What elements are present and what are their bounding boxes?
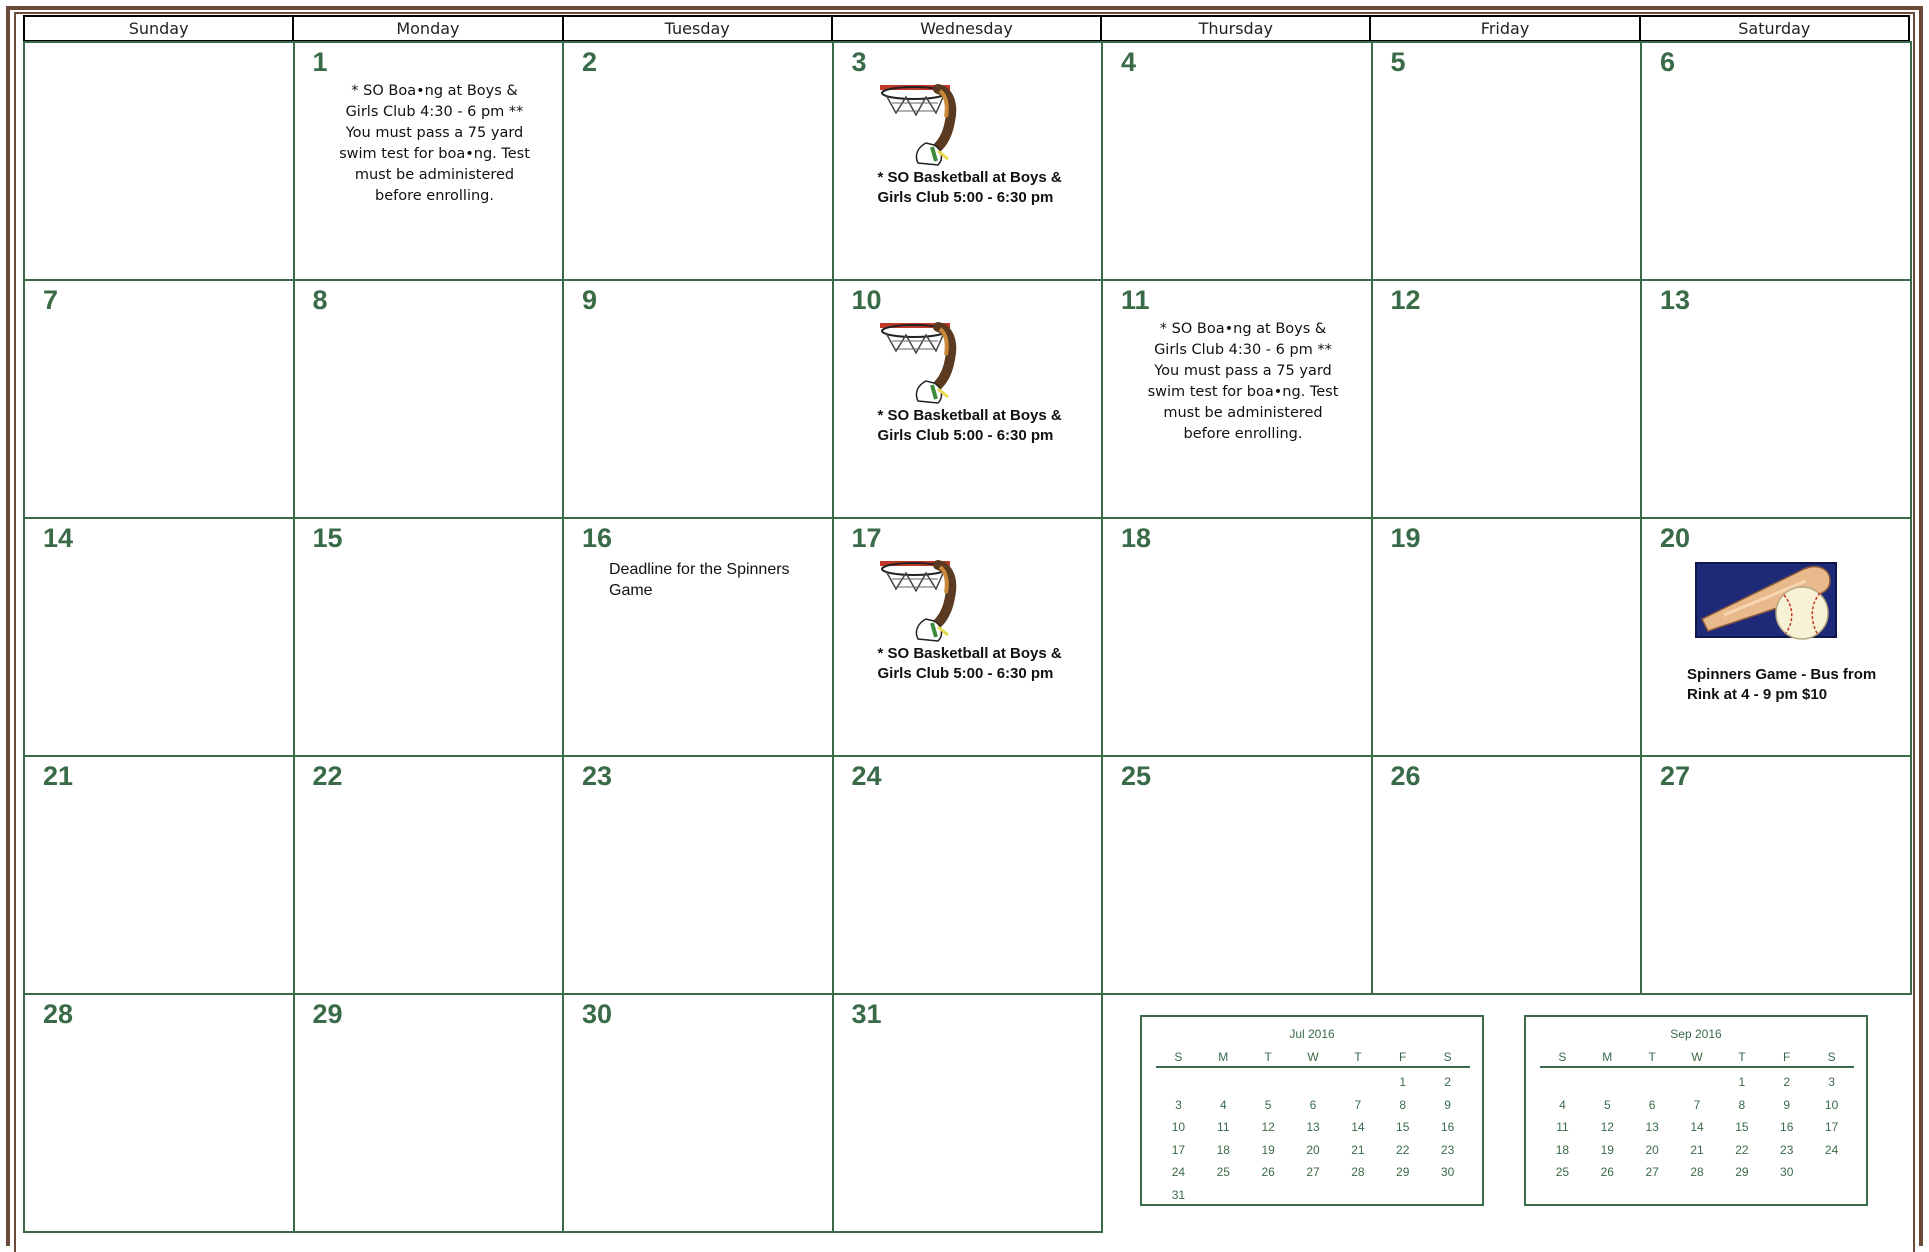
mini-calendar-day[interactable]: 1 [1738, 1075, 1746, 1090]
day-number: 8 [312, 285, 328, 315]
calendar-day-cell[interactable] [1101, 755, 1373, 995]
mini-calendar-weekdays [1540, 1050, 1854, 1068]
day-number: 2 [582, 47, 598, 77]
mini-calendar-title: Jul 2016 [1289, 1027, 1335, 1041]
calendar-day-cell[interactable] [562, 993, 834, 1233]
day-number: 24 [851, 761, 882, 791]
mini-calendar-day[interactable]: 19 [1261, 1142, 1275, 1157]
mini-calendar-day[interactable]: 21 [1690, 1142, 1704, 1157]
calendar-day-cell[interactable] [1371, 41, 1643, 281]
calendar-day-cell[interactable] [562, 279, 834, 519]
mini-calendar-day[interactable]: 7 [1693, 1097, 1701, 1112]
day-number: 1 [312, 47, 328, 77]
mini-calendar-weekday: S [1558, 1050, 1567, 1064]
day-number: 9 [582, 285, 598, 315]
mini-calendar-days [1156, 1071, 1470, 1206]
weekday-header: Saturday [1738, 19, 1811, 38]
mini-calendar-day[interactable]: 17 [1171, 1142, 1186, 1157]
mini-calendar-week [1156, 1161, 1470, 1184]
mini-calendar-day[interactable]: 24 [1824, 1142, 1839, 1157]
mini-calendar-day[interactable]: 9 [1444, 1097, 1451, 1112]
mini-calendar-day[interactable]: 11 [1556, 1120, 1569, 1135]
event-so-boating[interactable]: * SO Boa•ng at Boys & Girls Club 4:30 - 6 pm ** You must pass a 75 yard swim test for boa•ng. Test must be administered before enrolling. [1147, 321, 1339, 442]
mini-calendar-day[interactable]: 22 [1735, 1142, 1749, 1157]
mini-calendar-day[interactable]: 6 [1648, 1097, 1656, 1112]
weekday-header: Tuesday [564, 17, 833, 40]
mini-calendar-day[interactable]: 28 [1351, 1165, 1365, 1180]
day-number: 10 [851, 285, 882, 315]
calendar-day-cell-empty [23, 41, 295, 281]
mini-calendar-weekday: F [1783, 1050, 1791, 1064]
baseball-bat-icon [1694, 559, 1840, 641]
event-so-basketball[interactable]: * SO Basketball at Boys & Girls Club 5:00 - 6:30 pm [877, 645, 1062, 682]
mini-calendar-day[interactable]: 2 [1444, 1075, 1451, 1090]
day-number: 31 [851, 999, 882, 1029]
mini-calendar-day[interactable]: 5 [1264, 1097, 1272, 1112]
mini-calendar-week [1156, 1184, 1470, 1207]
mini-calendar-day[interactable]: 22 [1396, 1142, 1410, 1157]
calendar-day-cell[interactable] [23, 279, 295, 519]
mini-calendar-weekday: T [1738, 1050, 1746, 1064]
mini-calendar-day[interactable]: 16 [1780, 1120, 1794, 1135]
calendar-day-cell[interactable] [23, 755, 295, 995]
day-number: 4 [1121, 47, 1137, 77]
calendar-day-cell[interactable] [23, 993, 295, 1233]
calendar-day-cell[interactable] [832, 517, 1104, 757]
weekday-header-row [23, 15, 1910, 42]
mini-calendar-day[interactable]: 30 [1440, 1165, 1455, 1180]
mini-calendar-day[interactable]: 13 [1306, 1120, 1320, 1135]
mini-calendar-day[interactable]: 15 [1735, 1120, 1749, 1135]
calendar-day-cell[interactable] [23, 517, 295, 757]
mini-calendar-weekday: T [1648, 1050, 1656, 1064]
day-number: 6 [1660, 47, 1676, 77]
mini-calendar-day[interactable]: 2 [1783, 1075, 1791, 1090]
mini-calendar-weekday: S [1443, 1050, 1452, 1064]
calendar-day-cell[interactable] [832, 41, 1104, 281]
mini-calendar-weekday: W [1691, 1050, 1703, 1064]
mini-calendar-day[interactable]: 10 [1824, 1097, 1839, 1112]
calendar-day-cell[interactable] [832, 993, 1104, 1233]
mini-calendar-day[interactable]: 23 [1780, 1142, 1794, 1157]
mini-calendar-day[interactable]: 9 [1783, 1097, 1791, 1112]
mini-calendar-day[interactable]: 26 [1261, 1165, 1275, 1180]
mini-calendar-weekday: T [1354, 1050, 1362, 1064]
day-number: 26 [1390, 761, 1421, 791]
calendar-day-cell[interactable] [832, 279, 1104, 519]
calendar-day-cell[interactable] [293, 517, 565, 757]
day-number: 27 [1660, 761, 1691, 791]
weekday-header: Monday [294, 17, 563, 40]
event-so-boating[interactable]: * SO Boa•ng at Boys & Girls Club 4:30 - 6 pm ** You must pass a 75 yard swim test for boa•ng. Test must be administered before enrolling. [339, 83, 530, 204]
mini-calendar-week [1540, 1116, 1854, 1139]
calendar-day-cell[interactable] [1101, 517, 1373, 757]
calendar-day-cell[interactable] [562, 755, 834, 995]
mini-calendar-day[interactable]: 25 [1555, 1165, 1570, 1180]
mini-calendar-week [1156, 1071, 1470, 1094]
mini-calendar-day[interactable]: 23 [1440, 1142, 1455, 1157]
day-number: 12 [1390, 285, 1421, 315]
mini-calendar-day[interactable]: 19 [1600, 1142, 1614, 1157]
mini-calendar-day[interactable]: 27 [1645, 1165, 1659, 1180]
mini-calendar-day[interactable]: 27 [1306, 1165, 1320, 1180]
day-number: 18 [1121, 523, 1152, 553]
day-number: 3 [851, 47, 867, 77]
mini-calendar-day[interactable]: 30 [1780, 1165, 1794, 1180]
mini-calendar-day[interactable]: 8 [1738, 1097, 1746, 1112]
mini-calendar-week [1156, 1116, 1470, 1139]
mini-calendar-day[interactable]: 13 [1645, 1120, 1659, 1135]
mini-calendar-day[interactable]: 12 [1261, 1120, 1275, 1135]
mini-calendar-weekday: S [1174, 1050, 1183, 1064]
calendar-day-cell[interactable] [293, 41, 565, 281]
weekday-header: Sunday [25, 17, 294, 40]
mini-calendar-day[interactable]: 16 [1440, 1120, 1455, 1135]
mini-calendar [1524, 1015, 1868, 1206]
calendar-day-cell[interactable] [832, 755, 1104, 995]
day-number: 28 [43, 999, 74, 1029]
calendar-day-cell[interactable] [1101, 279, 1373, 519]
calendar-day-cell[interactable] [1371, 755, 1643, 995]
event-so-basketball[interactable]: * SO Basketball at Boys & Girls Club 5:00 - 6:30 pm [877, 169, 1062, 206]
mini-calendar-day[interactable]: 4 [1559, 1097, 1566, 1112]
calendar-day-cell[interactable] [562, 41, 834, 281]
mini-calendar-weekday: M [1602, 1050, 1613, 1064]
calendar-day-cell[interactable] [1640, 755, 1912, 995]
mini-calendar-day[interactable]: 28 [1690, 1165, 1704, 1180]
calendar-day-cell[interactable] [293, 755, 565, 995]
basketball-hoop-icon [878, 557, 968, 643]
mini-calendar-day[interactable]: 14 [1351, 1120, 1365, 1135]
mini-calendar-day[interactable]: 26 [1600, 1165, 1614, 1180]
mini-calendar-title: Sep 2016 [1670, 1027, 1722, 1041]
mini-calendar-week [1540, 1161, 1854, 1184]
event-spinners-deadline[interactable]: Deadline for the Spinners Game [609, 561, 790, 599]
mini-calendar-day[interactable]: 6 [1309, 1097, 1317, 1112]
mini-calendar-weekday: T [1264, 1050, 1272, 1064]
calendar-day-cell[interactable] [562, 517, 834, 757]
day-number: 21 [43, 761, 74, 791]
mini-calendar-day[interactable]: 29 [1396, 1165, 1410, 1180]
mini-calendar-weekdays [1156, 1050, 1470, 1068]
calendar-day-cell[interactable] [1371, 279, 1643, 519]
mini-calendar-weekday: M [1218, 1050, 1229, 1064]
day-number: 20 [1660, 523, 1691, 553]
day-number: 22 [312, 761, 343, 791]
mini-calendar-weekday: S [1827, 1050, 1836, 1064]
mini-calendar-week [1540, 1071, 1854, 1094]
calendar-day-cell[interactable] [1640, 517, 1912, 757]
day-number: 15 [312, 523, 343, 553]
mini-calendar-week [1156, 1094, 1470, 1117]
mini-calendar-weekday: W [1307, 1050, 1319, 1064]
mini-calendar-day[interactable]: 15 [1396, 1120, 1410, 1135]
weekday-header: Thursday [1102, 17, 1371, 40]
mini-calendar-weekday: F [1399, 1050, 1407, 1064]
mini-calendar-day[interactable]: 17 [1824, 1120, 1839, 1135]
calendar-day-cell[interactable] [1371, 517, 1643, 757]
mini-calendar-day[interactable]: 31 [1171, 1187, 1186, 1202]
basketball-hoop-icon [878, 81, 968, 167]
calendar-day-cell[interactable] [293, 993, 565, 1233]
calendar-day-cell[interactable] [293, 279, 565, 519]
mini-calendar-day[interactable]: 1 [1399, 1075, 1407, 1090]
day-number: 11 [1121, 285, 1150, 315]
day-number: 14 [43, 523, 74, 553]
day-number: 30 [582, 999, 613, 1029]
mini-calendar-day[interactable]: 4 [1219, 1097, 1227, 1112]
mini-calendar-day[interactable]: 24 [1171, 1165, 1186, 1180]
mini-calendar-day[interactable]: 12 [1600, 1120, 1614, 1135]
mini-calendar-day[interactable]: 29 [1735, 1165, 1749, 1180]
mini-calendar-day[interactable]: 25 [1216, 1165, 1230, 1180]
day-number: 25 [1121, 761, 1152, 791]
mini-calendar-day[interactable]: 18 [1216, 1142, 1230, 1157]
mini-calendar-days [1540, 1071, 1854, 1184]
day-number: 16 [582, 523, 613, 553]
event-spinners-game[interactable]: Spinners Game - Bus from Rink at 4 - 9 pm $10 [1687, 666, 1877, 703]
day-number: 29 [312, 999, 343, 1029]
mini-calendar-day[interactable]: 11 [1217, 1120, 1230, 1135]
basketball-hoop-icon [878, 319, 968, 405]
mini-calendar [1140, 1015, 1484, 1206]
mini-calendar-day[interactable]: 8 [1399, 1097, 1407, 1112]
mini-calendar-day[interactable]: 7 [1354, 1097, 1362, 1112]
day-number: 5 [1390, 47, 1406, 77]
calendar-day-cell[interactable] [1640, 41, 1912, 281]
day-number: 13 [1660, 285, 1691, 315]
day-number: 17 [851, 523, 882, 553]
mini-calendar-day[interactable]: 20 [1306, 1142, 1320, 1157]
day-number: 7 [43, 285, 59, 315]
mini-calendar-week [1540, 1094, 1854, 1117]
mini-calendar-week [1540, 1139, 1854, 1162]
mini-calendar-day[interactable]: 18 [1555, 1142, 1570, 1157]
day-number: 23 [582, 761, 613, 791]
mini-calendar-week [1156, 1139, 1470, 1162]
weekday-header: Friday [1371, 17, 1640, 40]
mini-calendar-day[interactable]: 21 [1351, 1142, 1365, 1157]
mini-calendar-day[interactable]: 3 [1828, 1075, 1835, 1090]
mini-calendar-day[interactable]: 20 [1645, 1142, 1659, 1157]
mini-calendar-day[interactable]: 5 [1603, 1097, 1611, 1112]
calendar-day-cell[interactable] [1101, 41, 1373, 281]
day-number: 19 [1390, 523, 1421, 553]
mini-calendar-day[interactable]: 14 [1690, 1120, 1704, 1135]
mini-calendar-day[interactable]: 10 [1171, 1120, 1186, 1135]
weekday-header: Wednesday [833, 17, 1102, 40]
calendar-day-cell[interactable] [1640, 279, 1912, 519]
event-so-basketball[interactable]: * SO Basketball at Boys & Girls Club 5:00 - 6:30 pm [877, 407, 1062, 444]
mini-calendar-day[interactable]: 3 [1175, 1097, 1182, 1112]
